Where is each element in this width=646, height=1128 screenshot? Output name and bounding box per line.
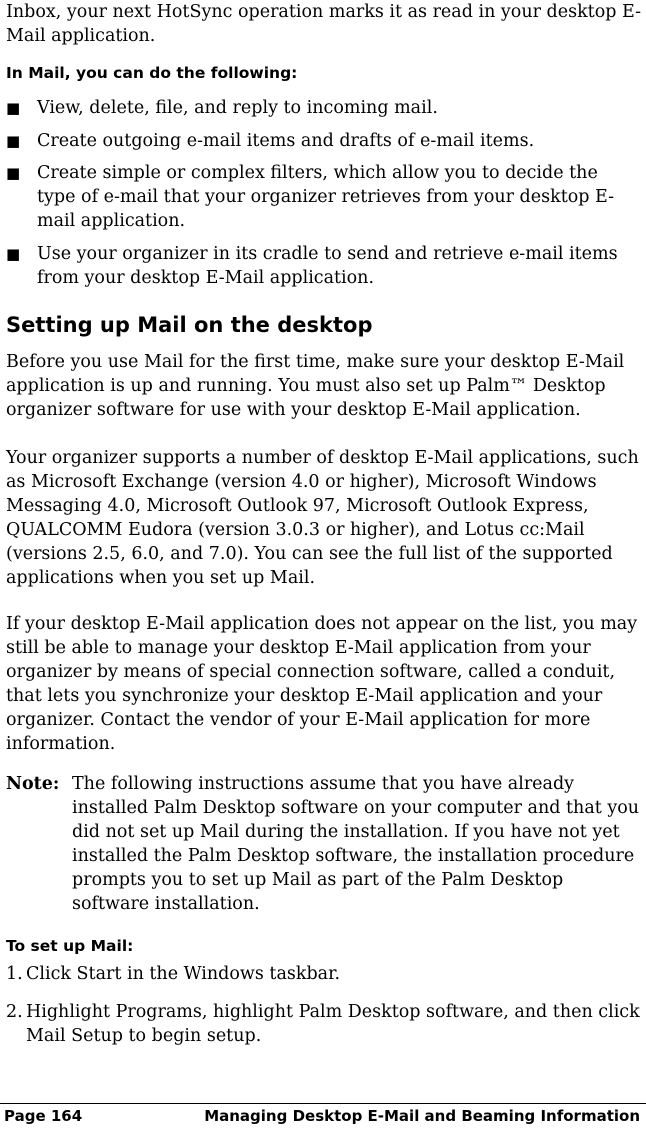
step-text: Highlight Programs, highlight Palm Desktop software, and then click Mail Setup to begin setup. (26, 1002, 640, 1046)
list-item-text: Use your organizer in its cradle to send and retrieve e-mail items from your desktop E-Mail application. (37, 244, 618, 288)
section-heading: Setting up Mail on the desktop (6, 313, 373, 337)
page-number: Page 164 (4, 1107, 83, 1125)
step-number: 1. (6, 964, 23, 984)
mail-features-heading: In Mail, you can do the following: (6, 64, 298, 82)
intro-paragraph: Inbox, your next HotSync operation marks it as read in your desktop E-Mail application. (6, 2, 642, 46)
bullet-icon: ■ (6, 132, 21, 150)
list-item (6, 242, 640, 290)
body-paragraph: If your desktop E-Mail application does not appear on the list, you may still be able to manage your desktop E-Mail application from your organizer by means of special connection software, called a conduit, that lets you synchronize your desktop E-Mail application and your organizer. Contact the vendor of your E-Mail application for more information. (6, 614, 638, 754)
step-item (6, 962, 642, 986)
list-item (6, 96, 640, 120)
footer-divider (0, 1103, 646, 1104)
body-paragraph: Before you use Mail for the first time, make sure your desktop E-Mail application is up and running. You must also set up Palm™ Desktop organizer software for use with your desktop E-Mail application. (6, 352, 625, 420)
chapter-title: Managing Desktop E-Mail and Beaming Information (204, 1107, 640, 1125)
list-item-text: Create outgoing e-mail items and drafts of e-mail items. (37, 131, 535, 151)
step-number: 2. (6, 1002, 23, 1022)
list-item (6, 129, 640, 153)
note-text: The following instructions assume that you have already installed Palm Desktop software on your computer and that you did not set up Mail during the installation. If you have not yet installed the Palm Desktop software, the installation procedure prompts you to set up Mail as part of the Palm Desktop software installation. (72, 774, 640, 914)
list-item (6, 161, 640, 233)
bullet-icon: ■ (6, 164, 21, 182)
step-text: Click Start in the Windows taskbar. (26, 964, 341, 984)
bullet-icon: ■ (6, 99, 21, 117)
note-label: Note: (6, 774, 60, 794)
note-block (6, 772, 642, 916)
step-item (6, 1000, 642, 1048)
bullet-icon: ■ (6, 245, 21, 263)
procedure-heading: To set up Mail: (6, 937, 134, 955)
body-paragraph: Your organizer supports a number of desktop E-Mail applications, such as Microsoft Exchange (version 4.0 or higher), Microsoft Windows Messaging 4.0, Microsoft Outlook 97, Microsoft Outlook Express, QUALCOMM Eudora (version 3.0.3 or higher), and Lotus cc:Mail (versions 2.5, 6.0, and 7.0). You can see the full list of the supported applications when you set up Mail. (6, 448, 639, 588)
list-item-text: Create simple or complex filters, which allow you to decide the type of e-mail that your organizer retrieves from your desktop E-mail application. (37, 163, 615, 231)
list-item-text: View, delete, file, and reply to incoming mail. (37, 98, 438, 118)
